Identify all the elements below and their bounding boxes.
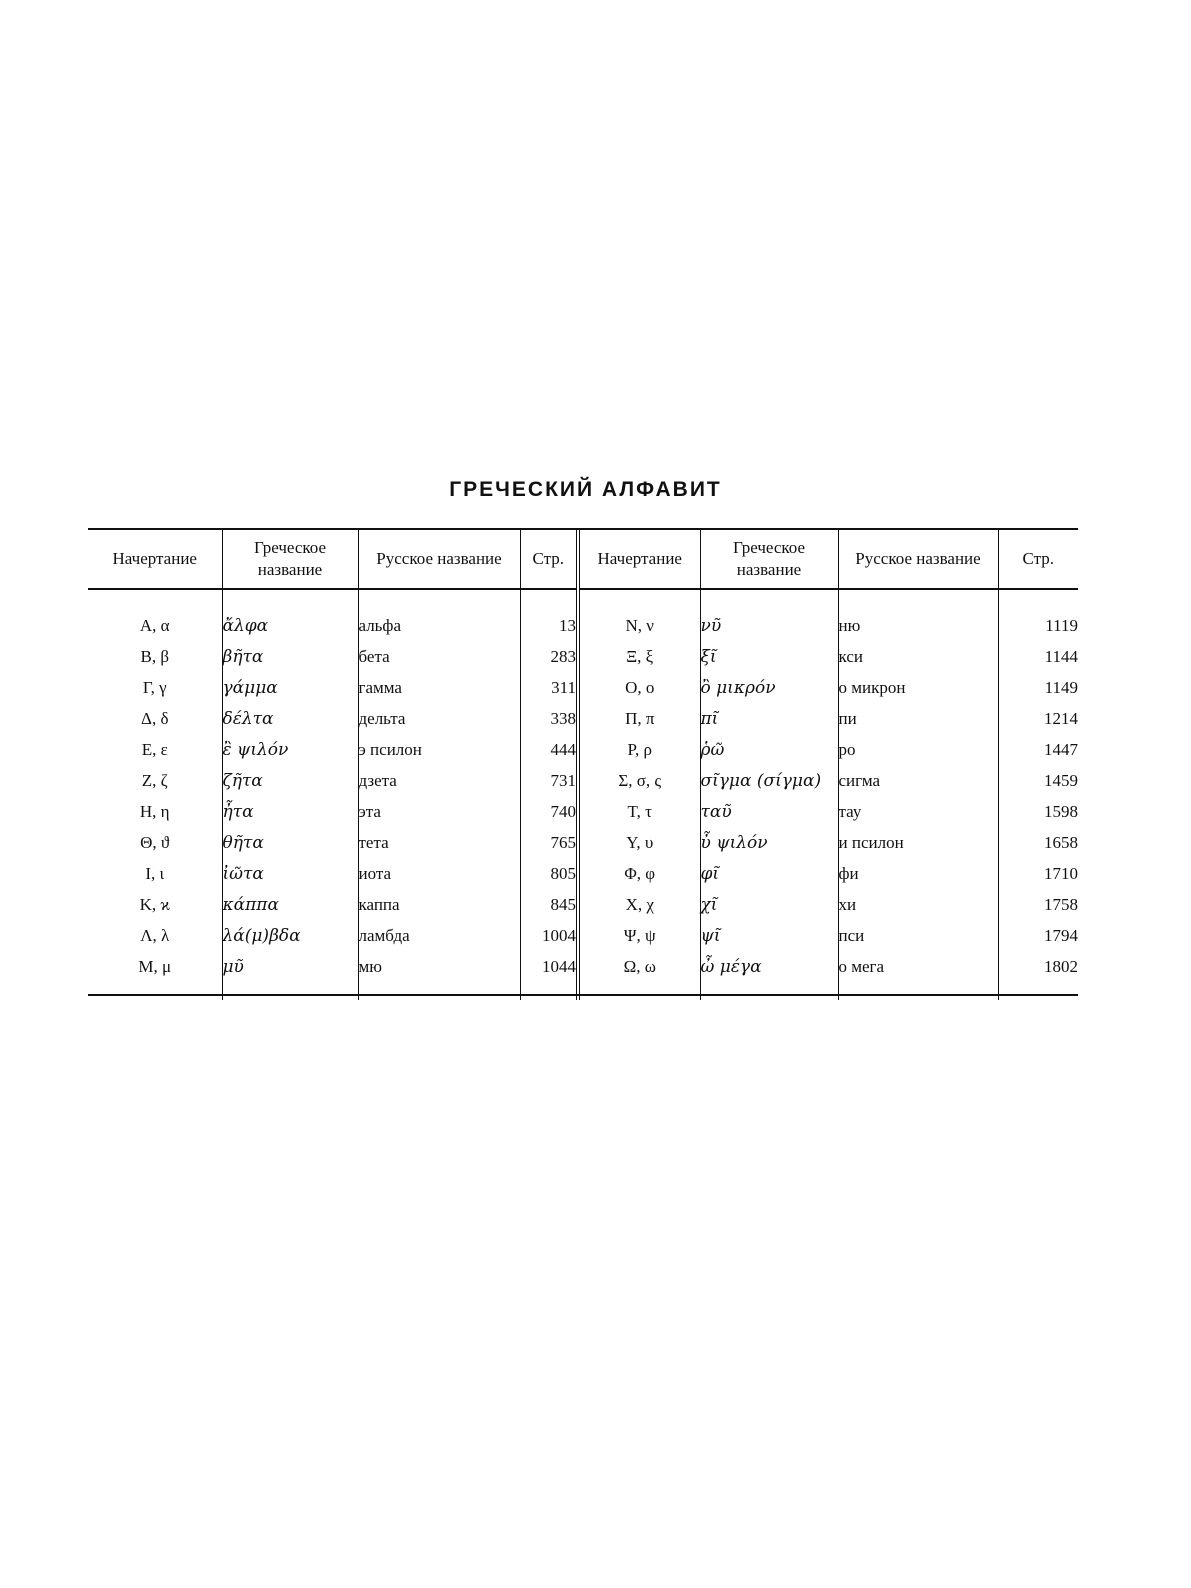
russian-name: дельта	[358, 703, 520, 734]
table-row	[88, 920, 1078, 951]
russian-name: эта	[358, 796, 520, 827]
page-number: 338	[520, 703, 578, 734]
letter-form: Φ, φ	[578, 858, 700, 889]
greek-name: ταῦ	[700, 796, 838, 827]
greek-name: ἦτα	[222, 796, 358, 827]
letter-form: Ψ, ψ	[578, 920, 700, 951]
greek-name: δέλτα	[222, 703, 358, 734]
russian-name: сигма	[838, 765, 998, 796]
page-number: 845	[520, 889, 578, 920]
greek-name: ἒ ψιλόν	[222, 734, 358, 765]
page-number: 1658	[998, 827, 1078, 858]
spacer-row	[88, 589, 1078, 610]
table-row	[88, 827, 1078, 858]
letter-form: Μ, μ	[138, 956, 172, 976]
greek-alphabet-table	[88, 528, 1078, 996]
page-number: 805	[520, 858, 578, 889]
page-number: 1144	[998, 641, 1078, 672]
russian-name: пси	[838, 920, 998, 951]
letter-form: Θ, ϑ	[140, 832, 170, 852]
letter-form: Ν, ν	[578, 610, 700, 641]
page-number: 283	[520, 641, 578, 672]
letter-form: Σ, σ, ς	[578, 765, 700, 796]
table-row	[88, 672, 1078, 703]
page-number: 765	[520, 827, 578, 858]
table-row	[88, 610, 1078, 641]
table-body	[88, 589, 1078, 1000]
page-number: 1447	[998, 734, 1078, 765]
russian-name: о микрон	[838, 672, 998, 703]
header-russian-left: Русское название	[358, 530, 520, 589]
greek-name: σῖγμα (σίγμα)	[700, 765, 838, 796]
greek-name: λά(μ)βδα	[222, 920, 358, 951]
greek-name: ψῖ	[700, 920, 838, 951]
letter-form: Ω, ω	[578, 951, 700, 982]
greek-name: ζῆτα	[222, 765, 358, 796]
letter-form: Δ, δ	[141, 708, 169, 728]
russian-name: кси	[838, 641, 998, 672]
greek-name: νῦ	[700, 610, 838, 641]
greek-name: ἄλφα	[222, 610, 358, 641]
russian-name: э псилон	[358, 734, 520, 765]
letter-form: Β, β	[140, 646, 169, 666]
russian-name: ню	[838, 610, 998, 641]
table-row	[88, 734, 1078, 765]
russian-name: хи	[838, 889, 998, 920]
russian-name: тета	[358, 827, 520, 858]
russian-name: и псилон	[838, 827, 998, 858]
letter-form: Ε, ε	[141, 739, 168, 759]
letter-form: Υ, υ	[578, 827, 700, 858]
page-number: 13	[520, 610, 578, 641]
russian-name: иота	[358, 858, 520, 889]
table-row	[88, 796, 1078, 827]
greek-name: φῖ	[700, 858, 838, 889]
russian-name: ламбда	[358, 920, 520, 951]
greek-name: ῥῶ	[700, 734, 838, 765]
russian-name: альфа	[358, 610, 520, 641]
greek-name: θῆτα	[222, 827, 358, 858]
page-number: 444	[520, 734, 578, 765]
table-row	[88, 889, 1078, 920]
letter-form: Λ, λ	[140, 925, 170, 945]
letter-form: Π, π	[578, 703, 700, 734]
header-row	[88, 530, 1078, 589]
header-greek-line1: Греческое	[253, 538, 327, 557]
letter-form: Τ, τ	[578, 796, 700, 827]
letter-form: Ι, ι	[145, 863, 165, 883]
page-number: 1598	[998, 796, 1078, 827]
header-form-right: Начертание	[578, 530, 700, 589]
alphabet-table	[88, 530, 1078, 1000]
page-number: 1802	[998, 951, 1078, 982]
letter-form: Ρ, ρ	[578, 734, 700, 765]
header-greek-line2: название	[736, 560, 802, 579]
russian-name: о мега	[838, 951, 998, 982]
page-number: 740	[520, 796, 578, 827]
spacer-row	[88, 982, 1078, 1000]
table-row	[88, 951, 1078, 982]
header-greek-left	[222, 530, 358, 589]
letter-form: Χ, χ	[578, 889, 700, 920]
russian-name: фи	[838, 858, 998, 889]
page-title: ГРЕЧЕСКИЙ АЛФАВИТ	[449, 478, 722, 501]
page-number: 1459	[998, 765, 1078, 796]
page-number: 731	[520, 765, 578, 796]
table-row	[88, 765, 1078, 796]
russian-name: дзета	[358, 765, 520, 796]
table-row	[88, 641, 1078, 672]
letter-form: Η, η	[139, 801, 170, 821]
greek-name: ξῖ	[700, 641, 838, 672]
page-number: 1710	[998, 858, 1078, 889]
header-page-right: Стр.	[998, 530, 1078, 589]
greek-name: χῖ	[700, 889, 838, 920]
letter-form: Α, α	[139, 615, 170, 635]
page-number: 1004	[520, 920, 578, 951]
greek-name: κάππα	[222, 889, 358, 920]
letter-form: Γ, γ	[142, 677, 167, 697]
page-number: 1119	[998, 610, 1078, 641]
greek-name: μῦ	[222, 951, 358, 982]
russian-name: тау	[838, 796, 998, 827]
russian-name: мю	[358, 951, 520, 982]
header-greek-right	[700, 530, 838, 589]
page-number: 1149	[998, 672, 1078, 703]
page-number: 1044	[520, 951, 578, 982]
russian-name: каппа	[358, 889, 520, 920]
greek-name: γάμμα	[222, 672, 358, 703]
page-number: 1214	[998, 703, 1078, 734]
header-page-left: Стр.	[520, 530, 578, 589]
greek-name: βῆτα	[222, 641, 358, 672]
page-number: 1794	[998, 920, 1078, 951]
letter-form: Κ, ϰ	[139, 894, 170, 914]
greek-name: ἰῶτα	[222, 858, 358, 889]
letter-form: Ζ, ζ	[141, 770, 168, 790]
russian-name: гамма	[358, 672, 520, 703]
russian-name: пи	[838, 703, 998, 734]
greek-name: ὖ ψιλόν	[700, 827, 838, 858]
page-number: 311	[520, 672, 578, 703]
greek-name: ὦ μέγα	[700, 951, 838, 982]
header-greek-line2: название	[257, 560, 323, 579]
russian-name: ро	[838, 734, 998, 765]
greek-name: πῖ	[700, 703, 838, 734]
header-greek-line1: Греческое	[732, 538, 806, 557]
header-form-left: Начертание	[88, 530, 222, 589]
russian-name: бета	[358, 641, 520, 672]
letter-form: Ο, ο	[578, 672, 700, 703]
letter-form: Ξ, ξ	[578, 641, 700, 672]
greek-name: ὂ μικρόν	[700, 672, 838, 703]
header-russian-right: Русское название	[838, 530, 998, 589]
page-number: 1758	[998, 889, 1078, 920]
table-row	[88, 703, 1078, 734]
table-row	[88, 858, 1078, 889]
